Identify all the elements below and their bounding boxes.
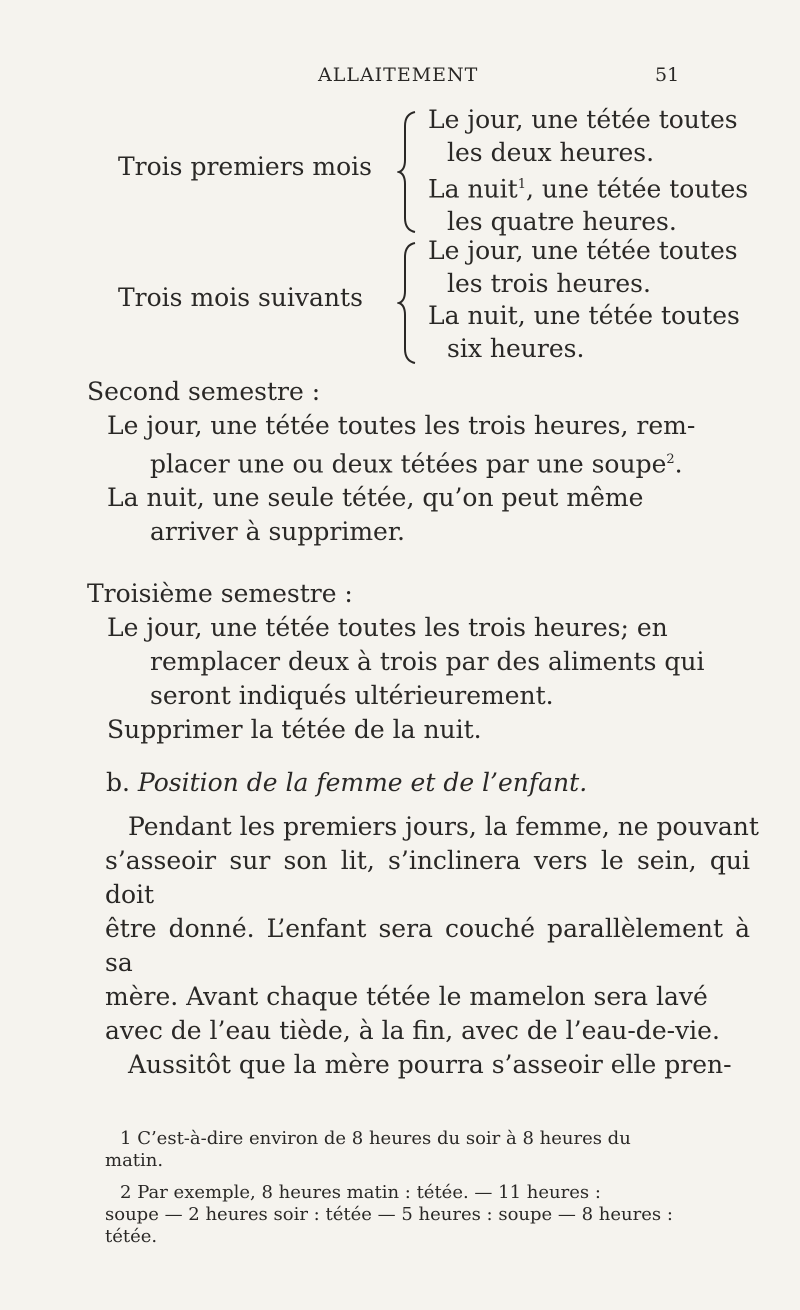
text-line: seront indiqués ultérieurement. <box>150 681 554 711</box>
footnote-ref: 1 <box>517 177 526 192</box>
third-semester-heading: Troisième semestre : <box>87 579 353 609</box>
page-number: 51 <box>655 64 680 86</box>
feeding-schedule-text <box>428 235 793 365</box>
paragraph <box>0 810 800 1082</box>
text-line: Le jour, une tétée toutes les trois heures, rem- <box>107 411 696 440</box>
text-span: placer une ou deux tétées par une soupe <box>150 449 667 479</box>
semester-instructions <box>0 375 800 747</box>
schedule-line: les quatre heures. <box>447 206 677 236</box>
schedule-text: La nuit <box>428 174 518 204</box>
footnote-text: tétée. <box>105 1226 158 1247</box>
schedule-line: Le jour, une tétée toutes <box>428 236 738 265</box>
text-line: s’asseoir sur son lit, s’inclinera vers le sein, qui doit <box>105 846 750 909</box>
footnote <box>105 1128 750 1172</box>
text-line: mère. Avant chaque tétée le mamelon sera lavé <box>105 982 708 1011</box>
schedule-line <box>428 169 793 206</box>
section-title: Position de la femme et de l’enfant. <box>137 768 588 797</box>
text-line: Aussitôt que la mère pourra s’asseoir elle pren- <box>128 1050 732 1079</box>
section-number: b. <box>106 768 130 797</box>
schedule-line: Le jour, une tétée toutes <box>428 105 738 134</box>
text-line <box>0 443 800 481</box>
period-label: Trois mois suivants <box>118 283 363 312</box>
footnote <box>105 1182 750 1248</box>
period-label: Trois premiers mois <box>118 152 373 181</box>
footnote-text: Par exemple, 8 heures matin : tétée. — 11 heures : <box>137 1182 601 1203</box>
section-heading <box>0 766 800 800</box>
text-line: Le jour, une tétée toutes les trois heures; en <box>107 613 668 643</box>
schedule-first-three-months <box>0 102 800 236</box>
running-header <box>0 64 800 94</box>
schedule-line: La nuit, une tétée toutes <box>428 301 740 330</box>
text-line: être donné. L’enfant sera couché parallèlement à sa <box>105 914 750 977</box>
footnote-text: soupe — 2 heures soir : tétée — 5 heures : soupe — 8 heures : <box>105 1204 673 1225</box>
schedule-line: six heures. <box>447 333 585 363</box>
schedule-text: , une tétée toutes <box>525 174 749 204</box>
footnote-ref: 2 <box>666 452 675 467</box>
schedule-next-three-months <box>0 233 800 363</box>
schedule-line: les trois heures. <box>447 268 651 298</box>
second-semester-heading: Second semestre : <box>87 377 321 406</box>
running-title: ALLAITEMENT <box>318 64 479 86</box>
footnote-text: matin. <box>105 1150 164 1171</box>
feeding-schedule-text <box>428 104 793 238</box>
text-line: La nuit, une seule tétée, qu’on peut même <box>107 483 644 513</box>
text-line: Supprimer la tétée de la nuit. <box>107 715 482 745</box>
curly-brace <box>397 241 419 365</box>
text-line: remplacer deux à trois par des aliments qui <box>150 647 705 677</box>
text-line: Pendant les premiers jours, la femme, ne pouvant <box>128 812 759 841</box>
text-line: arriver à supprimer. <box>150 517 406 547</box>
footnote-text: C’est-à-dire environ de 8 heures du soir à 8 heures du <box>137 1128 631 1149</box>
footnotes <box>105 1128 750 1258</box>
schedule-line: les deux heures. <box>447 137 655 167</box>
curly-brace <box>397 110 419 234</box>
text-line: avec de l’eau tiède, à la fin, avec de l’eau-de-vie. <box>105 1016 720 1045</box>
footnote-mark: 2 <box>120 1182 132 1203</box>
footnote-mark: 1 <box>120 1128 132 1149</box>
section-b <box>0 766 800 1082</box>
text-span: . <box>674 449 683 479</box>
